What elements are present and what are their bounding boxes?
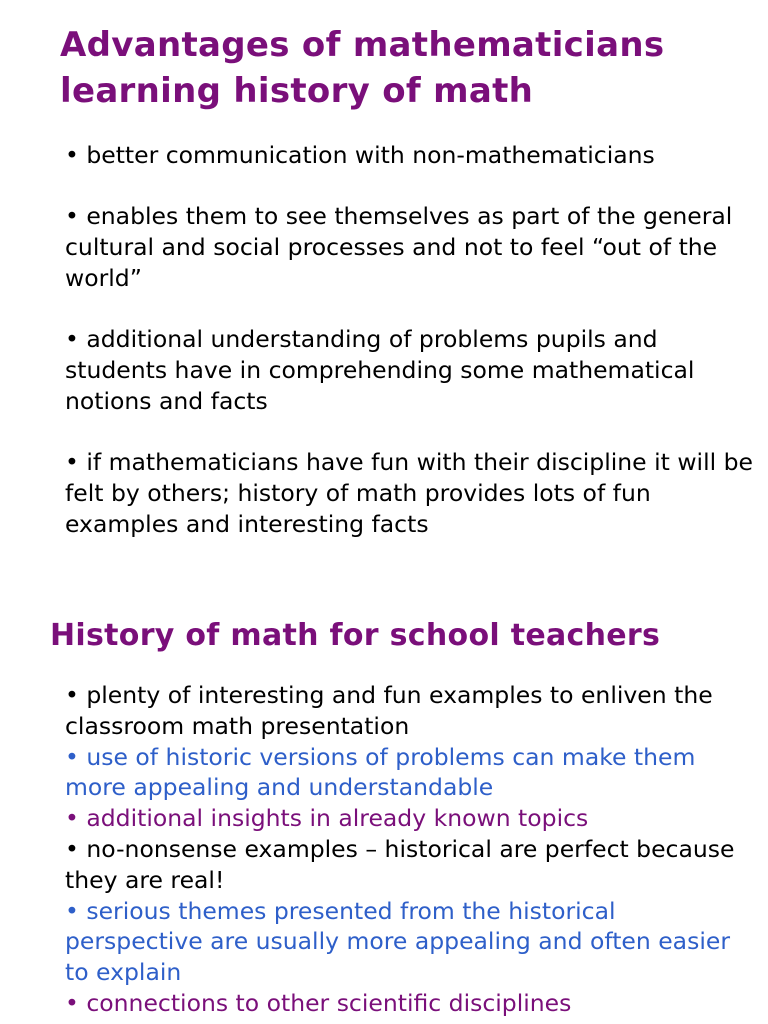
section2-item-2 bbox=[65, 742, 755, 804]
section2-item-4 bbox=[65, 834, 755, 896]
section2-item-4-text: no-nonsense examples – historical are perfect because they are real! bbox=[65, 834, 735, 894]
section2-item-6-text: connections to other scientific disciplines bbox=[86, 988, 572, 1017]
section2-item-5-text: serious themes presented from the historical perspective are usually more appealing and often easier to explain bbox=[65, 896, 730, 987]
section2-item-3 bbox=[65, 803, 755, 834]
bullet: • bbox=[65, 804, 79, 833]
section2-item-1-text: plenty of interesting and fun examples to enliven the classroom math presentation bbox=[65, 681, 713, 740]
section2-item-5 bbox=[65, 896, 755, 988]
bullet: • bbox=[65, 681, 79, 709]
section2-title: History of math for school teachers bbox=[50, 618, 661, 653]
section1-bullet-2: • enables them to see themselves as part of the general cultural and social processes and not to feel “out of the world” bbox=[65, 202, 733, 292]
section2-item-3-text: additional insights in already known topics bbox=[86, 804, 589, 833]
section1-bullet-4: • if mathematicians have fun with their discipline it will be felt by others; history of math provides lots of fun examples and interesting facts bbox=[65, 448, 753, 538]
bullet: • bbox=[65, 834, 79, 863]
section1-bullet-3: • additional understanding of problems pupils and students have in comprehending some mathematical notions and facts bbox=[65, 325, 695, 415]
bullet: • bbox=[65, 742, 79, 771]
section2-item-2-text: use of historic versions of problems can make them more appealing and understandable bbox=[65, 742, 696, 802]
section2-item-1 bbox=[65, 680, 755, 742]
section2-item-6 bbox=[65, 988, 755, 1019]
bullet: • bbox=[65, 988, 79, 1017]
section1-title: Advantages of mathematicians learning history of math bbox=[60, 25, 665, 111]
section1-bullet-1: • better communication with non-mathematicians bbox=[65, 141, 655, 169]
bullet: • bbox=[65, 896, 79, 925]
section2-list bbox=[65, 680, 755, 1019]
